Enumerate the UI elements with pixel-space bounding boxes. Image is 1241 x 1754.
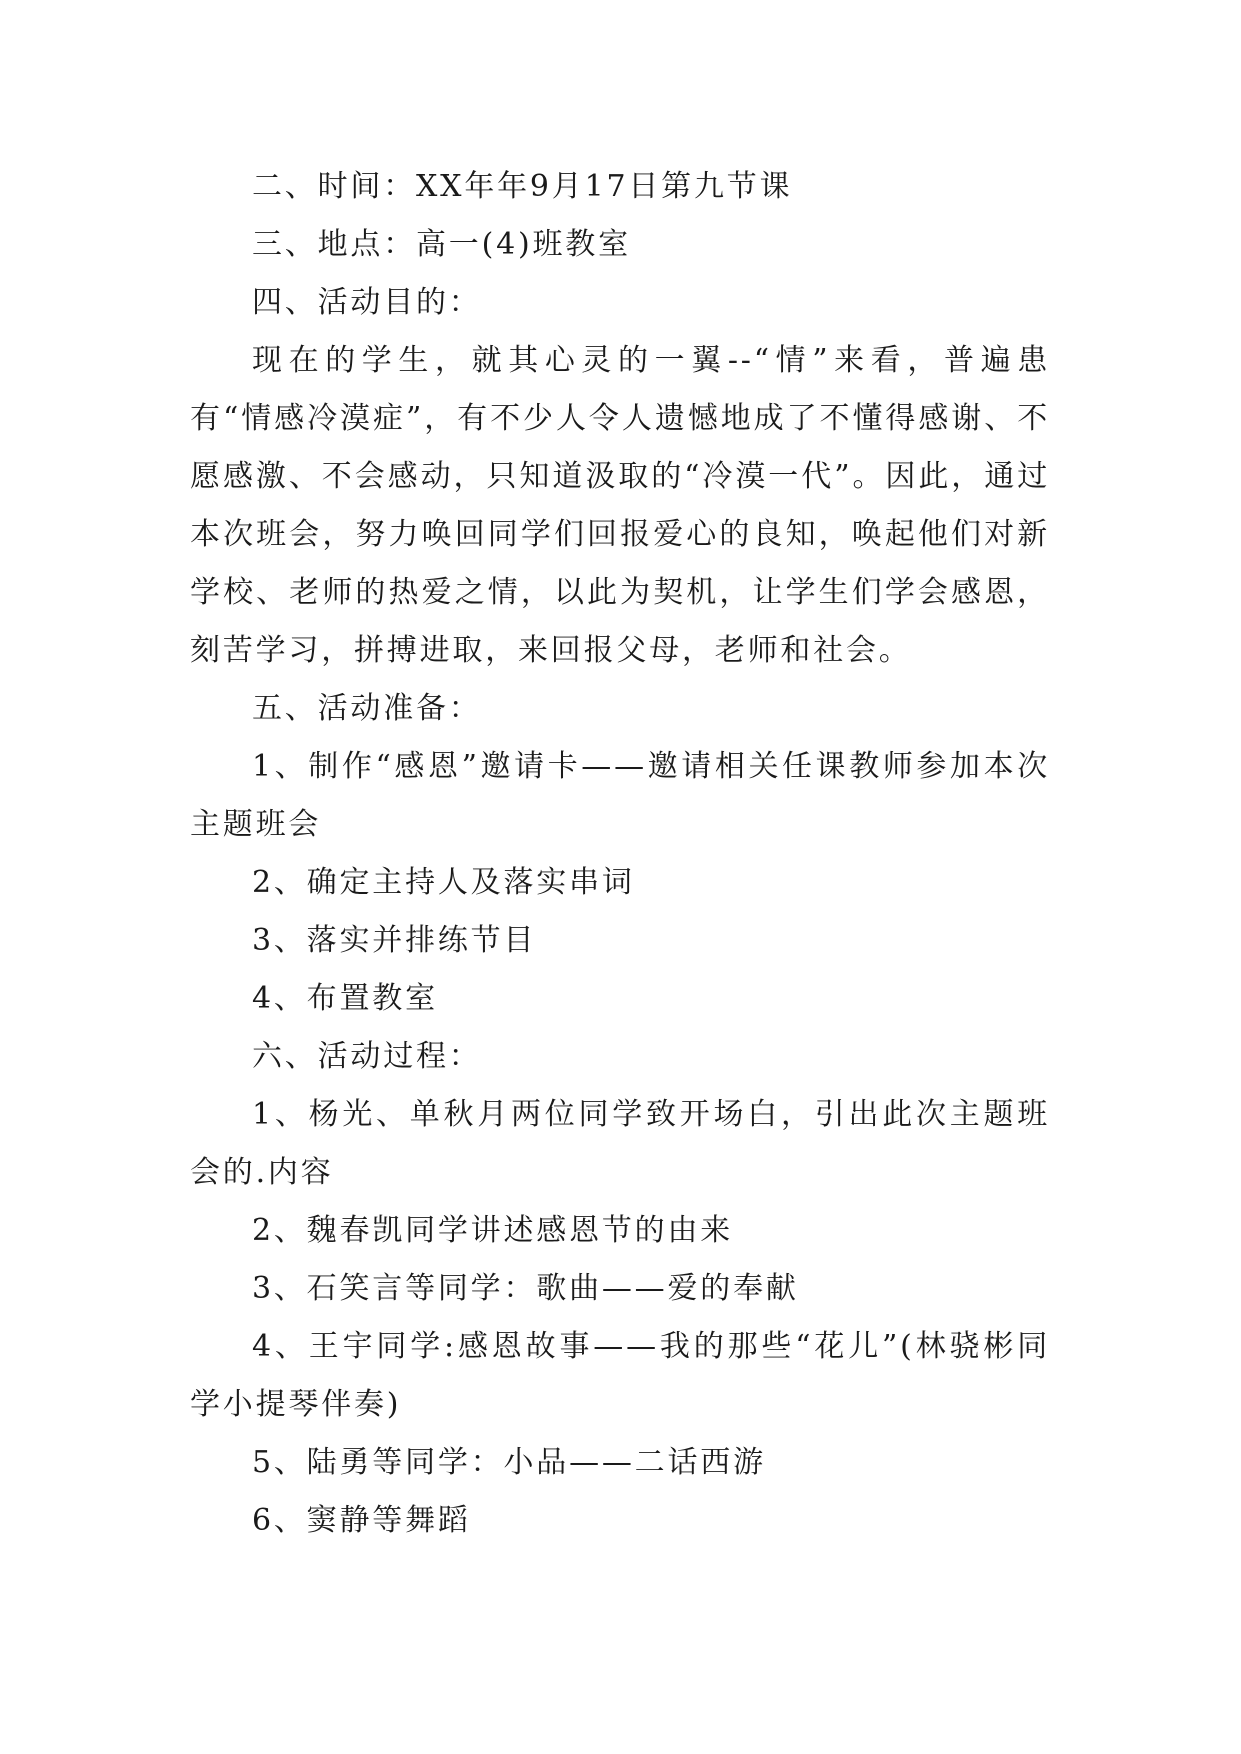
document-page [190, 158, 1050, 1550]
process-item-4: 4、王宇同学:感恩故事——我的那些“花儿”(林骁彬同学小提琴伴奏) [190, 1329, 1050, 1422]
heading-process: 六、活动过程： [252, 1039, 482, 1074]
heading-purpose: 四、活动目的： [252, 285, 482, 320]
process-item-1: 1、杨光、单秋月两位同学致开场白，引出此次主题班会的.内容 [190, 1097, 1050, 1190]
heading-preparation: 五、活动准备： [252, 691, 482, 726]
preparation-item-4: 4、布置教室 [252, 981, 438, 1016]
preparation-item-1: 1、制作“感恩”邀请卡——邀请相关任课教师参加本次主题班会 [190, 749, 1050, 842]
paragraph-time: 二、时间：XX年年9月17日第九节课 [252, 169, 793, 204]
preparation-item-2: 2、确定主持人及落实串词 [252, 865, 635, 900]
process-item-6: 6、窦静等舞蹈 [252, 1503, 471, 1538]
process-item-2: 2、魏春凯同学讲述感恩节的由来 [252, 1213, 734, 1248]
paragraph-purpose-body: 现在的学生，就其心灵的一翼--“情”来看，普遍患有“情感冷漠症”，有不少人令人遗憾地成了不懂得感谢、不愿感激、不会感动，只知道汲取的“冷漠一代”。因此，通过本次班会，努力唤回同学们回报爱心的良知，唤起他们对新学校、老师的热爱之情，以此为契机，让学生们学会感恩，刻苦学习，拼搏进取，来回报父母，老师和社会。 [190, 343, 1050, 668]
process-item-3: 3、石笑言等同学：歌曲——爱的奉献 [252, 1271, 799, 1306]
preparation-item-3: 3、落实并排练节目 [252, 923, 537, 958]
process-item-5: 5、陆勇等同学：小品——二话西游 [252, 1445, 766, 1480]
paragraph-location: 三、地点：高一(4)班教室 [252, 227, 631, 262]
